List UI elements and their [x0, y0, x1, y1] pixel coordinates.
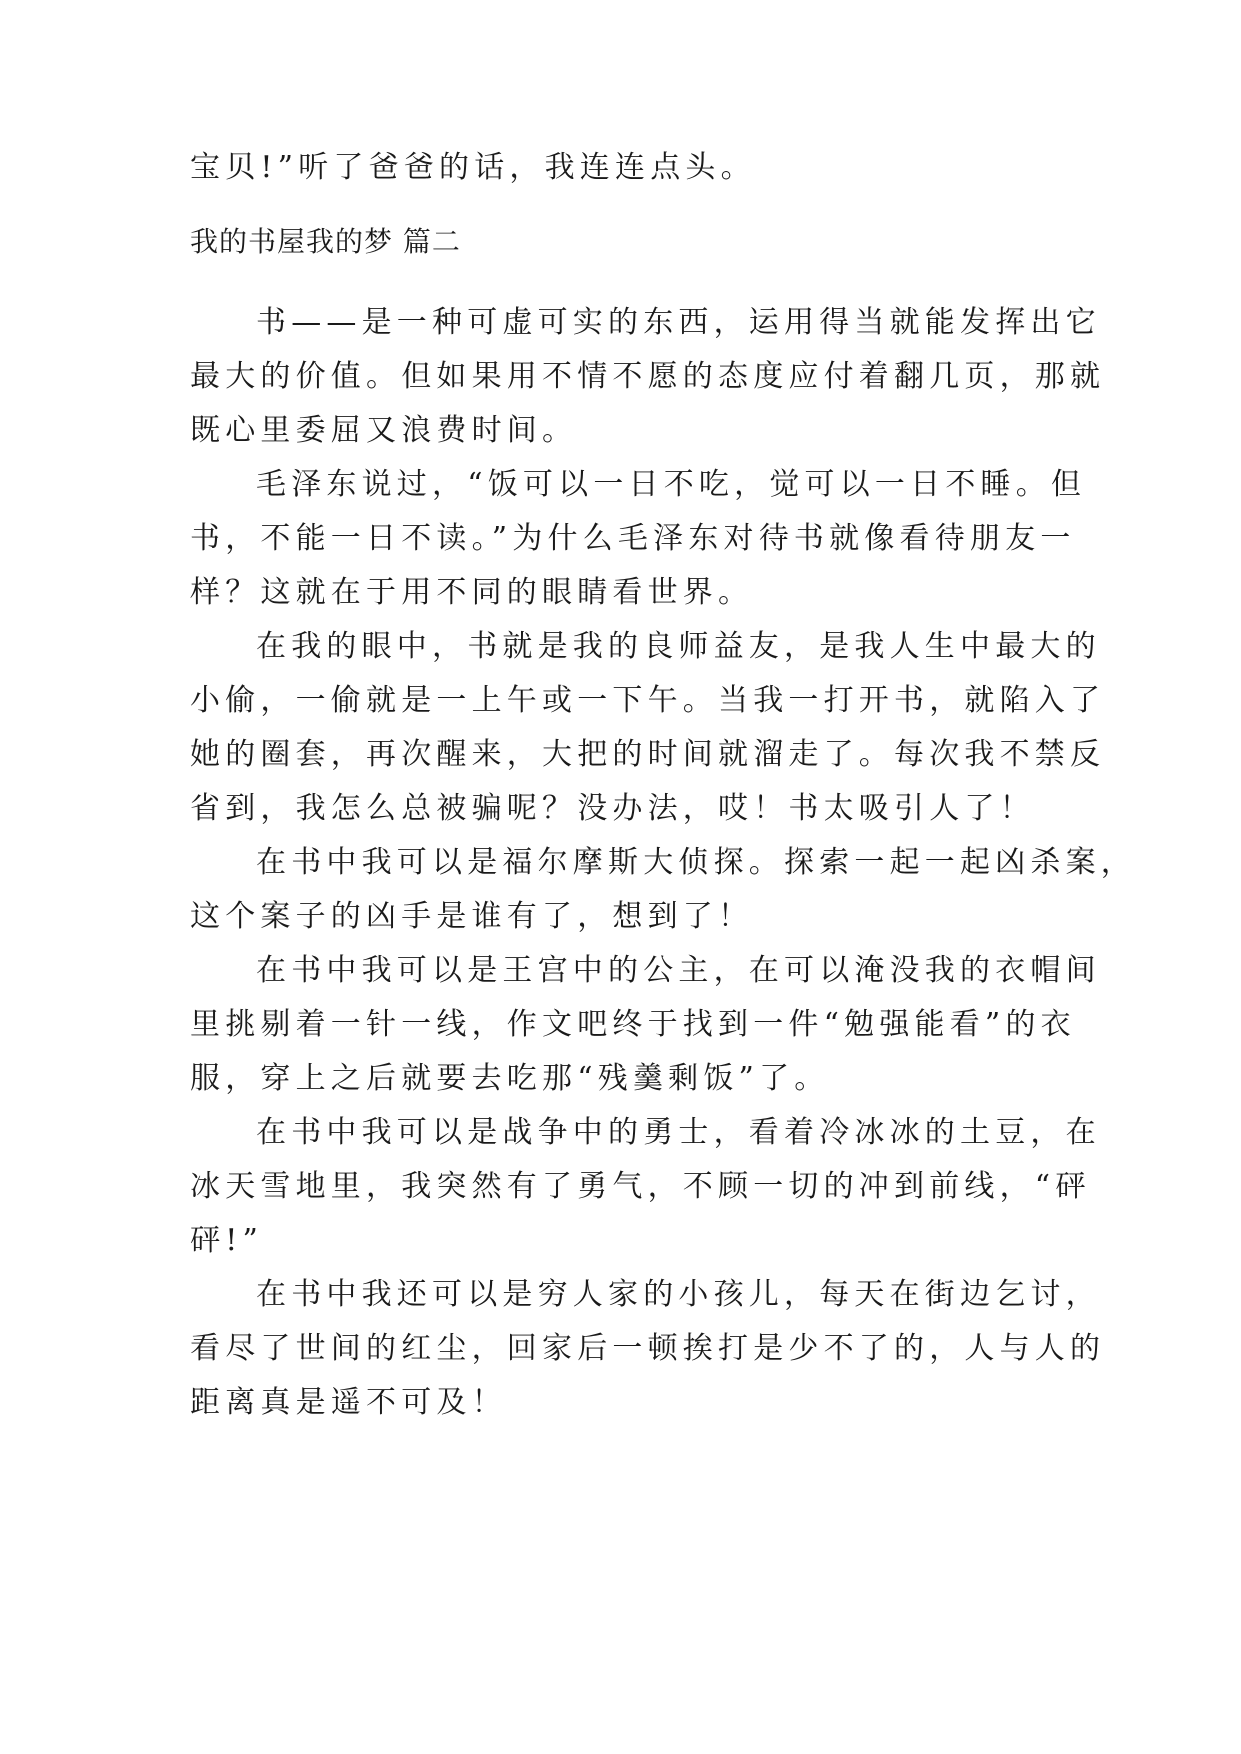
paragraph-line: 服，穿上之后就要去吃那“残羹剩饭”了。 [190, 1061, 830, 1096]
paragraph-line: 砰!” [190, 1223, 263, 1258]
continuation-line: 宝贝!”听了爸爸的话，我连连点头。 [190, 150, 756, 185]
paragraph-line: 她的圈套，再次醒来，大把的时间就溜走了。每次我不禁反 [190, 737, 1106, 772]
section-title: 我的书屋我的梦 篇二 [190, 225, 461, 258]
paragraph-line: 既心里委屈又浪费时间。 [190, 413, 578, 448]
paragraph-line: 看尽了世间的红尘，回家后一顿挨打是少不了的，人与人的 [190, 1331, 1106, 1366]
paragraph-line: 毛泽东说过，“饭可以一日不吃，觉可以一日不睡。但 [256, 467, 1087, 502]
paragraph-line: 书——是一种可虚可实的东西，运用得当就能发挥出它 [256, 305, 1101, 340]
document-page [190, 0, 1136, 1754]
paragraph-line: 在书中我可以是王宫中的公主，在可以淹没我的衣帽间 [256, 953, 1101, 988]
paragraph-line: 书，不能一日不读。”为什么毛泽东对待书就像看待朋友一 [190, 521, 1076, 556]
paragraph-line: 在书中我可以是战争中的勇士，看着冷冰冰的土豆，在 [256, 1115, 1101, 1150]
paragraph-line: 省到，我怎么总被骗呢？没办法，哎！书太吸引人了！ [190, 791, 1035, 826]
paragraph-line: 在书中我还可以是穷人家的小孩儿，每天在街边乞讨， [256, 1277, 1101, 1312]
paragraph-line: 里挑剔着一针一线，作文吧终于找到一件“勉强能看”的衣 [190, 1007, 1076, 1042]
paragraph-line: 小偷，一偷就是一上午或一下午。当我一打开书，就陷入了 [190, 683, 1106, 718]
paragraph-line: 冰天雪地里，我突然有了勇气，不顾一切的冲到前线，“砰 [190, 1169, 1091, 1204]
paragraph-line: 样？这就在于用不同的眼睛看世界。 [190, 575, 754, 610]
paragraph-line: 在书中我可以是福尔摩斯大侦探。探索一起一起凶杀案， [256, 845, 1136, 880]
paragraph-line: 这个案子的凶手是谁有了，想到了！ [190, 899, 754, 934]
paragraph-line: 最大的价值。但如果用不情不愿的态度应付着翻几页，那就 [190, 359, 1106, 394]
paragraph-line: 在我的眼中，书就是我的良师益友，是我人生中最大的 [256, 629, 1101, 664]
paragraph-line: 距离真是遥不可及！ [190, 1385, 507, 1420]
